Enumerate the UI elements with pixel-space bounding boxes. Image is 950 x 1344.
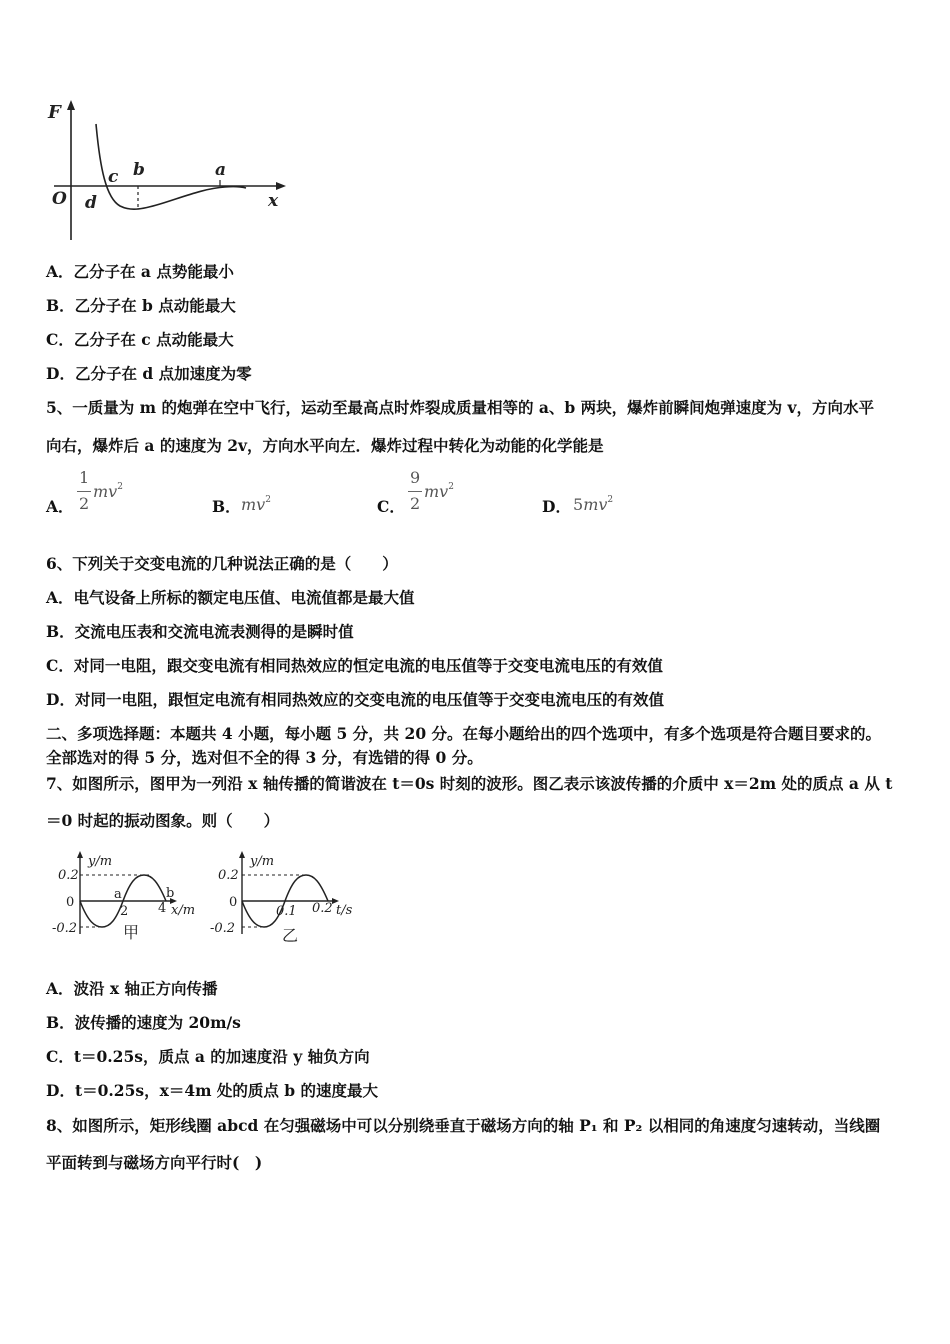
q5-b-mv-text: mv [241, 495, 266, 514]
x-axis-arrow [276, 182, 286, 190]
q6-option-a: A．电气设备上所标的额定电压值、电流值都是最大值 [46, 588, 415, 607]
q5-a-bar [77, 491, 91, 492]
jia-xlabel: x/m [171, 903, 196, 918]
q5-c-bar [408, 491, 422, 492]
jia-yzero: 0 [66, 895, 75, 910]
yi-ylabel: y/m [250, 854, 275, 869]
yi-tick-01: 0.1 [276, 904, 297, 919]
q5-a-square: 2 [117, 482, 123, 492]
vibration-graph-yi [206, 848, 366, 948]
jia-point-b: b [166, 886, 175, 901]
q4-option-a: A．乙分子在 a 点势能最小 [46, 262, 234, 281]
q5-option-a-mv [93, 482, 123, 501]
q7-option-b: B．波传播的速度为 20m/s [46, 1013, 241, 1032]
q5-b-square: 2 [265, 495, 271, 505]
jia-tick-4: 4 [158, 901, 167, 916]
section-2-line2: 全部选对的得 5 分，选对但不全的得 3 分，有选错的得 0 分。 [46, 748, 483, 767]
q5-a-denominator: 2 [79, 494, 90, 513]
q5-option-b-label: B． [212, 497, 241, 516]
q7-option-a: A．波沿 x 轴正方向传播 [46, 979, 218, 998]
label-c: c [108, 167, 119, 187]
jia-ylabel: y/m [88, 854, 113, 869]
q8-stem-line2: 平面转到与磁场方向平行时( ) [46, 1153, 263, 1172]
q5-option-c-mv [424, 482, 454, 501]
q6-option-c: C．对同一电阻，跟交变电流有相同热效应的恒定电流的电压值等于交变电流电压的有效值 [46, 656, 663, 675]
q4-option-b: B．乙分子在 b 点动能最大 [46, 296, 236, 315]
jia-caption: 甲 [123, 923, 140, 942]
label-a: a [215, 160, 227, 180]
q6-stem: 6、下列关于交变电流的几种说法正确的是（ ） [46, 554, 398, 573]
yi-xlabel: t/s [336, 903, 353, 918]
q5-option-b-mv [241, 495, 271, 514]
q4-option-c: C．乙分子在 c 点动能最大 [46, 330, 234, 349]
q5-c-denominator: 2 [410, 494, 421, 513]
jia-tick-2: 2 [120, 904, 129, 919]
q5-stem-line2: 向右，爆炸后 a 的速度为 2v，方向水平向左．爆炸过程中转化为动能的化学能是 [46, 436, 604, 455]
label-d: d [85, 193, 97, 213]
yi-ybot: -0.2 [210, 921, 236, 936]
yi-ytop: 0.2 [218, 868, 239, 883]
q5-option-d-label: D． [542, 497, 571, 516]
label-x: x [268, 191, 279, 211]
q5-d-coefficient: 5 [573, 495, 584, 514]
q7-stem-line1: 7、如图所示，图甲为一列沿 x 轴传播的简谐波在 t＝0s 时刻的波形。图乙表示该波传播的介质中 x＝2m 处的质点 a 从 t [46, 774, 893, 793]
label-b: b [133, 160, 145, 180]
q5-d-square: 2 [607, 495, 614, 505]
q6-option-d: D．对同一电阻，跟恒定电流有相同热效应的交变电流的电压值等于交变电流电压的有效值 [46, 690, 664, 709]
jia-ytop: 0.2 [58, 868, 79, 883]
q5-d-mv-text: mv [583, 495, 608, 514]
yi-yzero: 0 [229, 895, 238, 910]
jia-point-a: a [114, 887, 122, 902]
q8-stem-line1: 8、如图所示，矩形线圈 abcd 在匀强磁场中可以分别绕垂直于磁场方向的轴 P₁ 和 P₂ 以相同的角速度匀速转动，当线圈 [46, 1116, 881, 1135]
q5-a-numerator: 1 [79, 468, 90, 487]
jia-y-arrow [77, 851, 83, 858]
yi-tick-02: 0.2 [312, 901, 333, 916]
q7-stem-line2: ＝0 时起的振动图象。则（ ） [46, 811, 280, 830]
q5-option-a-label: A． [46, 497, 74, 516]
q7-option-c: C．t＝0.25s，质点 a 的加速度沿 y 轴负方向 [46, 1047, 370, 1066]
q5-stem-line1: 5、一质量为 m 的炮弹在空中飞行，运动至最高点时炸裂成质量相等的 a、b 两块，爆炸前瞬间炮弹速度为 v，方向水平 [46, 398, 875, 417]
q7-option-d: D．t＝0.25s，x＝4m 处的质点 b 的速度最大 [46, 1081, 379, 1100]
q5-a-mv-text: mv [93, 482, 118, 501]
section-2-line1: 二、多项选择题：本题共 4 小题，每小题 5 分，共 20 分。在每小题给出的四个选项中，有多个选项是符合题目要求的。 [46, 724, 882, 743]
yi-y-arrow [239, 851, 245, 858]
label-O: O [52, 189, 67, 209]
q5-c-square: 2 [448, 482, 454, 492]
force-distance-graph [40, 98, 290, 246]
label-F: F [48, 102, 61, 123]
jia-ybot: -0.2 [52, 921, 78, 936]
q5-c-numerator: 9 [410, 468, 421, 487]
q5-c-mv-text: mv [424, 482, 449, 501]
q5-option-c-label: C． [377, 497, 405, 516]
yi-caption: 乙 [282, 926, 299, 945]
q4-option-d: D．乙分子在 d 点加速度为零 [46, 364, 252, 383]
q6-option-b: B．交流电压表和交流电流表测得的是瞬时值 [46, 622, 354, 641]
y-axis-arrow [67, 100, 75, 110]
q5-option-d-mv [573, 495, 613, 514]
wave-graph-jia [50, 848, 210, 948]
